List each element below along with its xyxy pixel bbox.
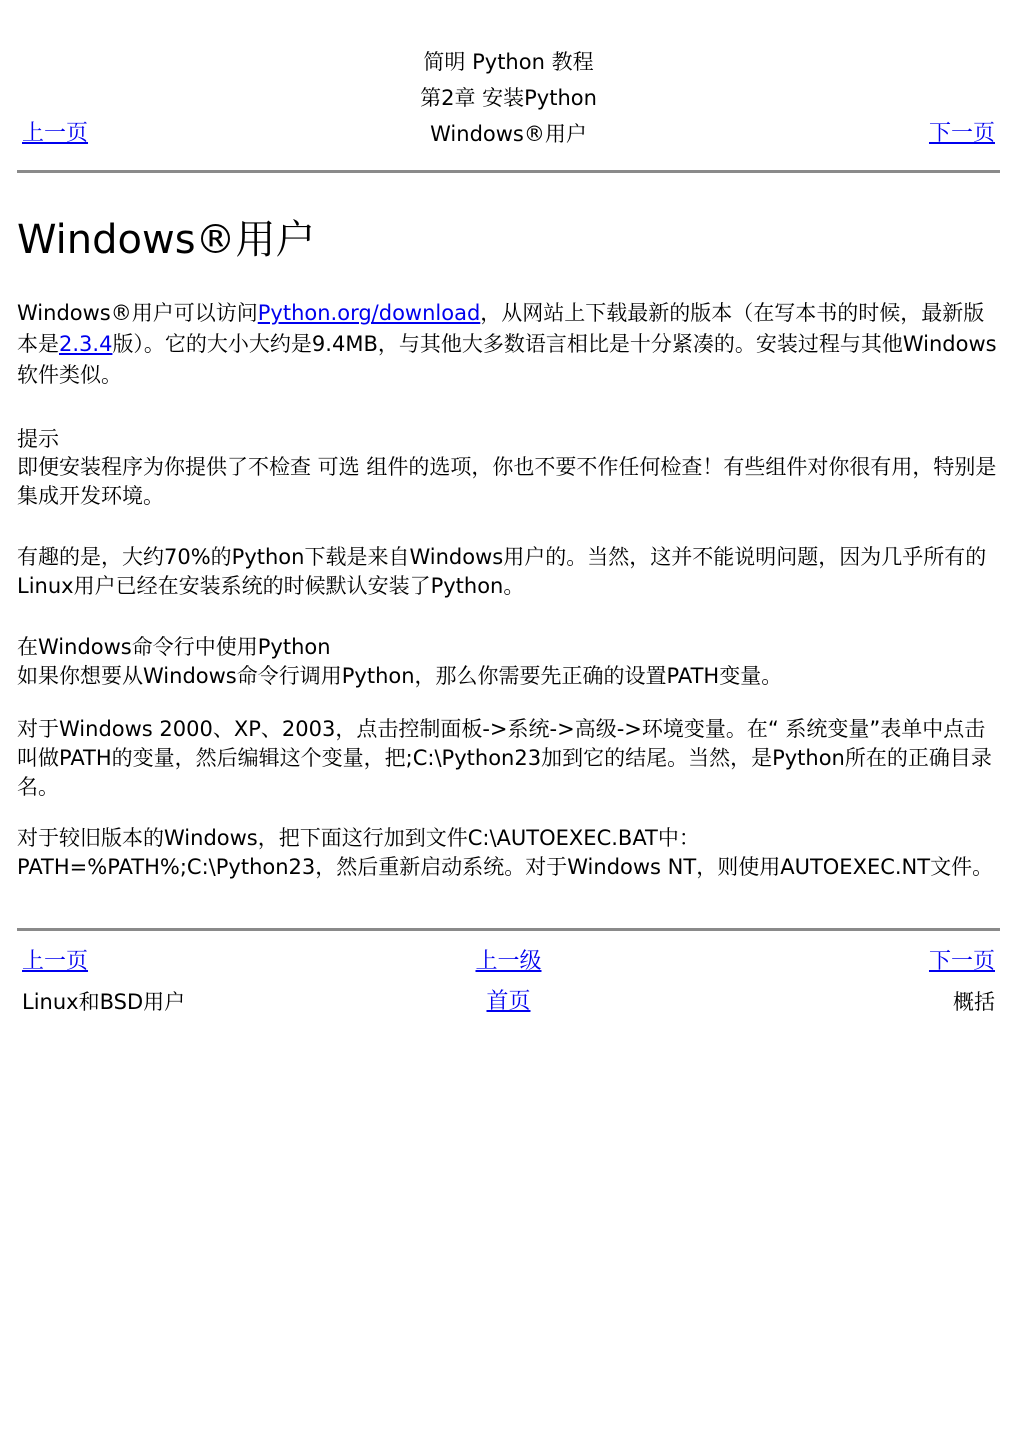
- intro-paragraph: [17, 298, 1000, 391]
- footer-up-link[interactable]: 上一级: [475, 949, 542, 974]
- download-link[interactable]: Python.org/download: [257, 301, 481, 325]
- section-title: Windows®用户: [430, 122, 587, 146]
- autoexec-paragraph: 对于较旧版本的Windows，把下面这行加到文件C:\AUTOEXEC.BAT中：PATH=%PATH%;C:\Python23，然后重新启动系统。对于Windows NT，则使用AUTOEXEC.NT文件。: [17, 826, 994, 879]
- page-heading: Windows®用户: [17, 217, 316, 263]
- footer-home-link[interactable]: 首页: [486, 989, 531, 1014]
- intro-text-b: ，从网站上下载最新的版本（在写本书的时候，最新版本是: [17, 301, 985, 356]
- footer-prev-title: Linux和BSD用户: [22, 990, 186, 1014]
- book-title: 简明 Python 教程: [423, 50, 594, 74]
- tip-title: 提示: [17, 427, 59, 451]
- tip-text: 即便安装程序为你提供了不检查 可选 组件的选项，你也不要不作任何检查！有些组件对你很有用，特别是集成开发环境。: [17, 455, 997, 508]
- intro-text-a: Windows®用户可以访问: [17, 301, 258, 325]
- version-link[interactable]: 2.3.4: [59, 332, 113, 356]
- document-page: [17, 0, 1000, 1014]
- download-stats-paragraph: 有趣的是，大约70%的Python下载是来自Windows用户的。当然，这并不能说明问题，因为几乎所有的Linux用户已经在安装系统的时候默认安装了Python。: [17, 545, 987, 598]
- footer-prev-cell: [22, 946, 88, 978]
- next-page-link[interactable]: 下一页: [928, 121, 995, 146]
- chapter-title: 第2章 安装Python: [420, 86, 597, 110]
- footer-next-cell: [929, 946, 995, 978]
- footer-prev-link[interactable]: 上一页: [22, 949, 89, 974]
- cmd-section-text: 如果你想要从Windows命令行调用Python，那么你需要先正确的设置PATH变量。: [17, 664, 783, 688]
- header-navigation: [17, 0, 1000, 172]
- footer-up-cell: [17, 946, 1000, 978]
- cmd-section-title: 在Windows命令行中使用Python: [17, 635, 331, 659]
- intro-text-c: 版）。它的大小大约是9.4MB，与其他大多数语言相比是十分紧凑的。安装过程与其他Windows软件类似。: [17, 332, 997, 387]
- prev-page-link[interactable]: 上一页: [22, 121, 89, 146]
- footer-next-title: 概括: [953, 990, 995, 1014]
- path-setup-paragraph: 对于Windows 2000、XP、2003，点击控制面板->系统->高级->环境变量。在“ 系统变量”表单中点击叫做PATH的变量，然后编辑这个变量，把;C:\Python23加到它的结尾。当然，是Python所在的正确目录名。: [17, 717, 992, 799]
- header-divider: [17, 170, 1000, 173]
- footer-next-link[interactable]: 下一页: [928, 949, 995, 974]
- footer-divider: [17, 928, 1000, 931]
